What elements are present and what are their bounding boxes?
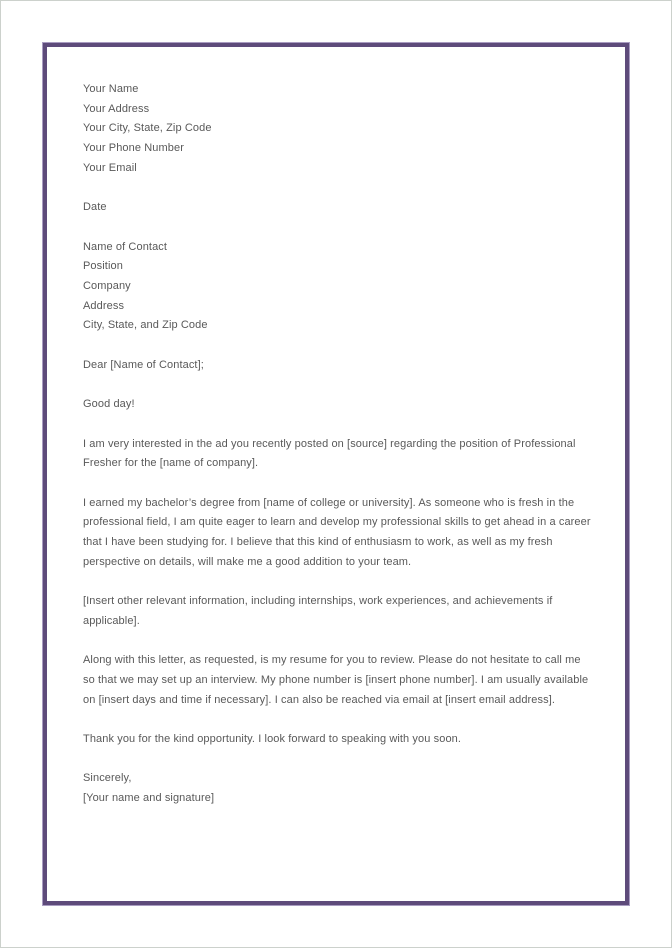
- sender-email-line: Your Email: [83, 161, 137, 174]
- letter-content: [83, 80, 595, 809]
- paragraph-other-info: [Insert other relevant information, including internships, work experiences, and achievements if applicable].: [83, 595, 553, 627]
- sender-phone-line: Your Phone Number: [83, 142, 184, 155]
- recipient-position-line: Position: [83, 260, 123, 273]
- recipient-name-line: Name of Contact: [83, 240, 168, 253]
- recipient-city-line: City, State, and Zip Code: [83, 319, 208, 332]
- recipient-company-line: Company: [83, 280, 131, 292]
- sender-block: [83, 80, 595, 179]
- greeting: Good day!: [83, 398, 135, 411]
- recipient-block: [83, 238, 595, 337]
- paragraph-interest: I am very interested in the ad you recently posted on [source] regarding the position of Professional Fresher for the [name of company].: [83, 437, 576, 470]
- paragraph-resume-contact: Along with this letter, as requested, is my resume for you to review. Please do not hesitate to call me so that we may set up an interview. My phone number is [insert phone number]. I am usually available on [insert days and time if necessary]. I can also be reached via email at [insert email address].: [83, 654, 589, 706]
- signature-line: [Your name and signature]: [83, 792, 215, 805]
- recipient-address-line: Address: [83, 299, 125, 312]
- salutation: Dear [Name of Contact];: [83, 358, 204, 371]
- closing-line: Sincerely,: [83, 772, 132, 785]
- sender-name-line: Your Name: [83, 83, 139, 95]
- sender-address-line: Your Address: [83, 102, 150, 115]
- paragraph-background: I earned my bachelor’s degree from [name of college or university]. As someone who is fresh in the professional field, I am quite eager to learn and develop my professional skills to get ahead in a career that I have been studying for. I believe that this kind of enthusiasm to work, as well as my fresh perspective on details, will make me a good addition to your team.: [83, 496, 591, 568]
- date-line: Date: [83, 201, 107, 214]
- sender-city-line: Your City, State, Zip Code: [83, 122, 212, 135]
- paragraph-thanks: Thank you for the kind opportunity. I look forward to speaking with you soon.: [83, 733, 462, 746]
